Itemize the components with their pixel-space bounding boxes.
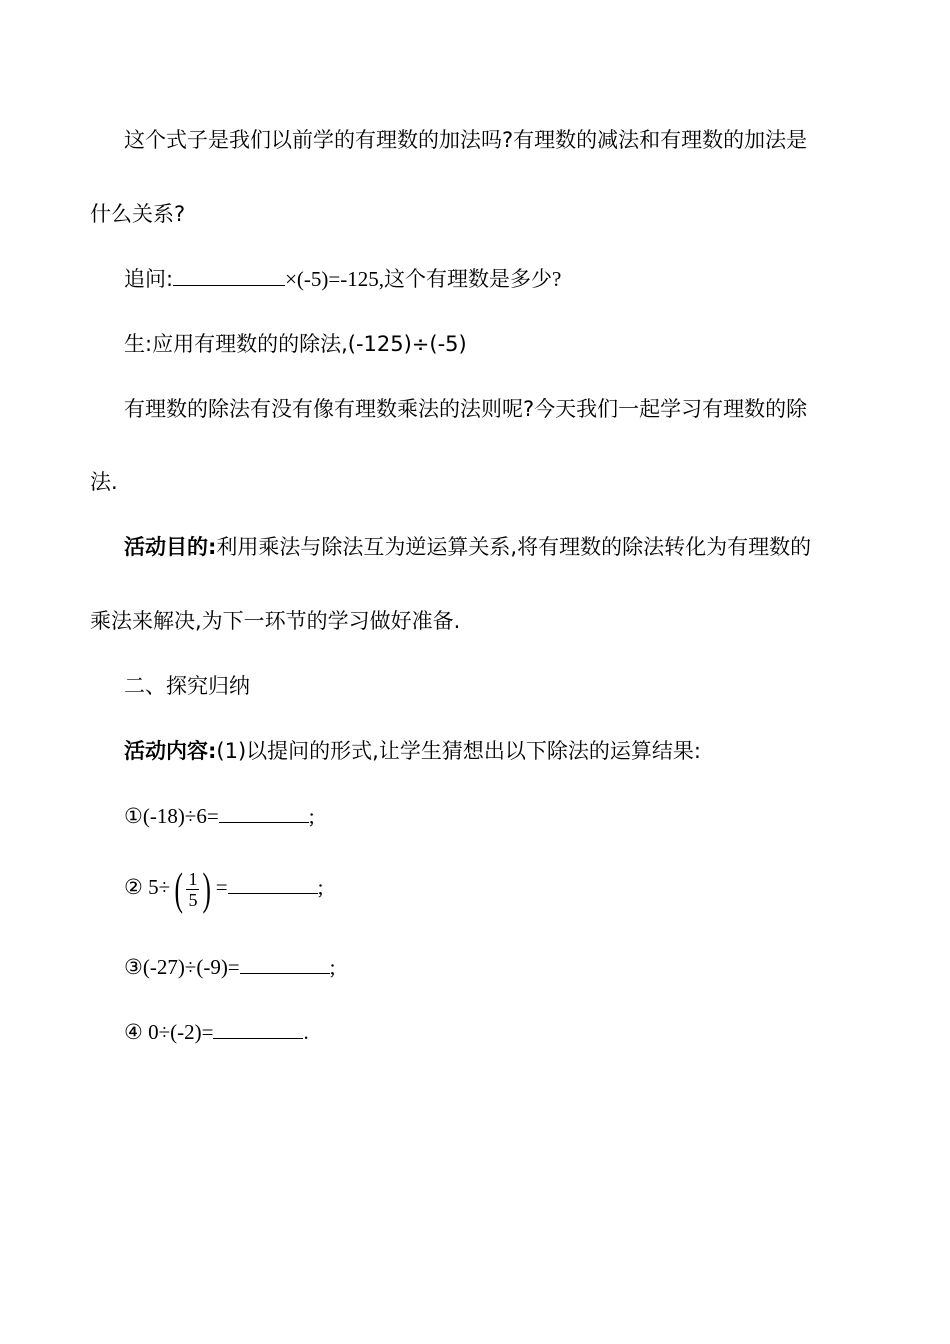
exercise-3 bbox=[0, 952, 950, 982]
fraction-numerator: 1 bbox=[188, 868, 198, 889]
activity-content bbox=[0, 736, 950, 766]
follow-up-question bbox=[0, 264, 950, 294]
paragraph-text: 法. bbox=[90, 470, 118, 494]
paragraph-1-line-2 bbox=[0, 199, 950, 229]
follow-up-label: 追问: bbox=[124, 267, 174, 291]
fraction-group bbox=[171, 863, 215, 914]
activity-purpose-text: 利用乘法与除法互为逆运算关系,将有理数的除法转化为有理数的 bbox=[216, 535, 812, 559]
exercise-punctuation: ; bbox=[329, 955, 336, 979]
exercise-expression: ④ 0÷(-2)= bbox=[124, 1020, 214, 1044]
exercise-expression: ①(-18)÷6= bbox=[124, 804, 219, 828]
activity-purpose-line-1 bbox=[0, 532, 950, 562]
answer-blank bbox=[228, 873, 318, 894]
activity-content-text: (1)以提问的形式,让学生猜想出以下除法的运算结果: bbox=[216, 739, 701, 763]
exercise-punctuation: ; bbox=[317, 874, 324, 899]
answer-blank bbox=[240, 953, 330, 974]
paragraph-1-line-1 bbox=[0, 125, 950, 155]
activity-purpose-line-2 bbox=[0, 606, 950, 636]
section-heading-text: 二、探究归纳 bbox=[124, 674, 250, 698]
fraction bbox=[186, 869, 199, 910]
exercise-punctuation: ; bbox=[308, 804, 315, 828]
answer-blank bbox=[213, 1018, 303, 1039]
paragraph-3-line-2 bbox=[0, 467, 950, 497]
student-answer bbox=[0, 329, 950, 359]
answer-blank bbox=[173, 265, 285, 286]
right-paren: ) bbox=[202, 863, 212, 914]
fraction-denominator: 5 bbox=[188, 889, 198, 910]
exercise-expression: ② 5÷ bbox=[124, 874, 171, 899]
activity-content-label: 活动内容: bbox=[124, 739, 217, 763]
paragraph-text: 有理数的除法有没有像有理数乘法的法则呢?今天我们一起学习有理数的除 bbox=[124, 397, 808, 421]
student-answer-text: 生:应用有理数的的除法,(-125)÷(-5) bbox=[124, 332, 467, 356]
activity-purpose-label: 活动目的: bbox=[124, 535, 217, 559]
equals-sign: = bbox=[215, 874, 228, 899]
exercise-1 bbox=[0, 801, 950, 831]
paragraph-3-line-1 bbox=[0, 394, 950, 424]
paragraph-text: 这个式子是我们以前学的有理数的加法吗?有理数的减法和有理数的加法是 bbox=[124, 128, 808, 152]
left-paren: ( bbox=[174, 863, 183, 914]
activity-purpose-text: 乘法来解决,为下一环节的学习做好准备. bbox=[90, 609, 461, 633]
exercise-expression: ③(-27)÷(-9)= bbox=[124, 955, 240, 979]
exercise-punctuation: . bbox=[303, 1020, 309, 1044]
follow-up-text: ×(-5)=-125,这个有理数是多少? bbox=[285, 267, 562, 291]
exercise-2 bbox=[0, 863, 950, 914]
answer-blank bbox=[219, 802, 309, 823]
paragraph-text: 什么关系? bbox=[90, 202, 186, 226]
section-heading bbox=[0, 671, 950, 701]
exercise-4 bbox=[0, 1017, 950, 1047]
